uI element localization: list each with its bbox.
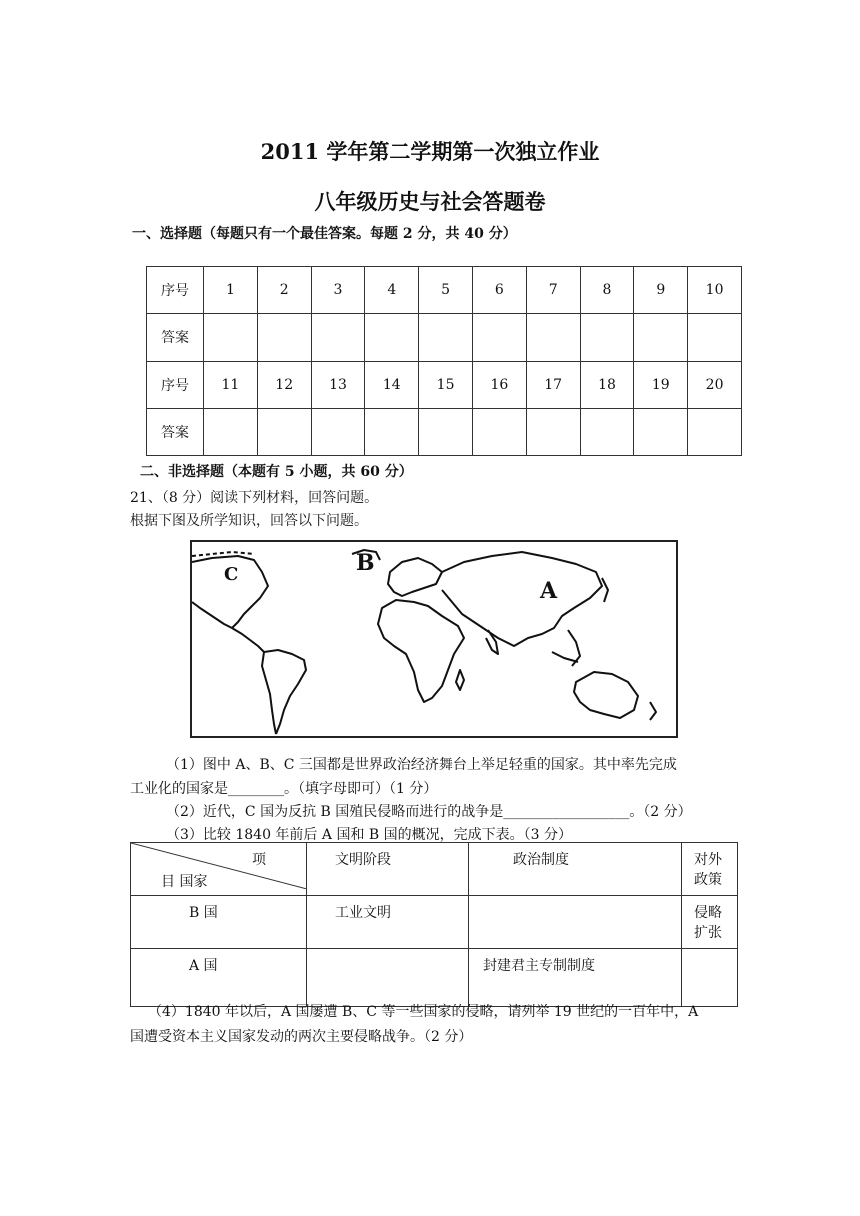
question-number: 2 [257,267,311,314]
q1-line2: 工业化的国家是________。（填字母即可）（1 分） [130,781,438,797]
answer-cell[interactable] [311,314,365,361]
b-foreign: 侵略扩张 [682,896,738,949]
exam-subtitle: 八年级历史与社会答题卷 [314,189,546,214]
answer-cell[interactable] [257,314,311,361]
q1-line1: （1）图中 A、B、C 三国都是世界政治经济舞台上举足轻重的国家。其中率先完成 [166,757,677,773]
question-number: 8 [580,267,634,314]
answer-cell[interactable] [526,314,580,361]
comparison-table [130,842,738,1007]
section1-heading: 一、选择题（每题只有一个最佳答案。每题 2 分，共 40 分） [132,226,517,242]
q21-intro: 21、（8 分）阅读下列材料，回答问题。 [130,490,379,506]
q21-instruction: 根据下图及所学知识，回答以下问题。 [130,513,368,529]
question-number: 18 [580,361,634,408]
country-a: A 国 [131,949,307,1007]
comparison-header-row [131,843,738,896]
answer-cell[interactable] [634,408,688,455]
section2-heading: 二、非选择题（本题有 5 小题，共 60 分） [140,464,413,480]
question-number: 1 [204,267,258,314]
answer-cell[interactable] [419,408,473,455]
answer-cell[interactable] [419,314,473,361]
choice-answer-table [146,266,742,456]
comparison-row-b [131,896,738,949]
row-label-answer: 答案 [147,314,204,361]
answer-cell[interactable] [472,314,526,361]
answer-cell[interactable] [365,408,419,455]
question-number: 6 [472,267,526,314]
answer-row-2 [147,408,742,455]
answer-row-1 [147,314,742,361]
header-politics: 政治制度 [469,843,682,896]
answer-cell[interactable] [204,314,258,361]
answer-cell[interactable] [204,408,258,455]
country-b: B 国 [131,896,307,949]
question-number: 12 [257,361,311,408]
answer-cell[interactable] [634,314,688,361]
answer-cell[interactable] [472,408,526,455]
a-stage[interactable] [307,949,469,1007]
a-politics: 封建君主专制制度 [469,949,682,1007]
number-row-1 [147,267,742,314]
b-stage: 工业文明 [307,896,469,949]
answer-cell[interactable] [526,408,580,455]
b-politics[interactable] [469,896,682,949]
number-row-2 [147,361,742,408]
corner-label-country: 目 国家 [161,874,208,890]
answer-cell[interactable] [365,314,419,361]
map-label-c: C [224,564,239,585]
header-foreign: 对外政策 [682,843,738,896]
q3-text: （3）比较 1840 年前后 A 国和 B 国的概况，完成下表。（3 分） [166,827,572,843]
question-number: 7 [526,267,580,314]
question-number: 13 [311,361,365,408]
corner-label-item: 项 [252,852,266,868]
question-number: 19 [634,361,688,408]
a-foreign[interactable] [682,949,738,1007]
answer-cell[interactable] [580,408,634,455]
header-corner-cell [131,843,307,896]
row-label-number: 序号 [147,267,204,314]
answer-cell[interactable] [257,408,311,455]
answer-cell[interactable] [580,314,634,361]
row-label-answer: 答案 [147,408,204,455]
question-number: 4 [365,267,419,314]
question-number: 16 [472,361,526,408]
exam-title: 2011 学年第二学期第一次独立作业 [260,139,600,164]
question-number: 17 [526,361,580,408]
question-number: 3 [311,267,365,314]
q2-text: （2）近代，C 国为反抗 B 国殖民侵略而进行的战争是__________________。（2 分） [166,804,692,820]
answer-cell[interactable] [311,408,365,455]
world-map-drawing [192,542,676,736]
question-number: 10 [688,267,742,314]
question-number: 20 [688,361,742,408]
question-number: 15 [419,361,473,408]
answer-cell[interactable] [688,408,742,455]
answer-cell[interactable] [688,314,742,361]
question-number: 5 [419,267,473,314]
question-number: 11 [204,361,258,408]
q4-line2: 国遭受资本主义国家发动的两次主要侵略战争。（2 分） [130,1029,473,1045]
question-number: 9 [634,267,688,314]
world-map [190,540,678,738]
comparison-row-a [131,949,738,1007]
diagonal-line [131,843,307,889]
map-label-a: A [540,578,558,604]
row-label-number: 序号 [147,361,204,408]
question-number: 14 [365,361,419,408]
q4-line1: （4）1840 年以后，A 国屡遭 B、C 等一些国家的侵略，请列举 19 世纪的一百年中，A [148,1004,699,1020]
header-stage: 文明阶段 [307,843,469,896]
map-label-b: B [356,550,375,576]
